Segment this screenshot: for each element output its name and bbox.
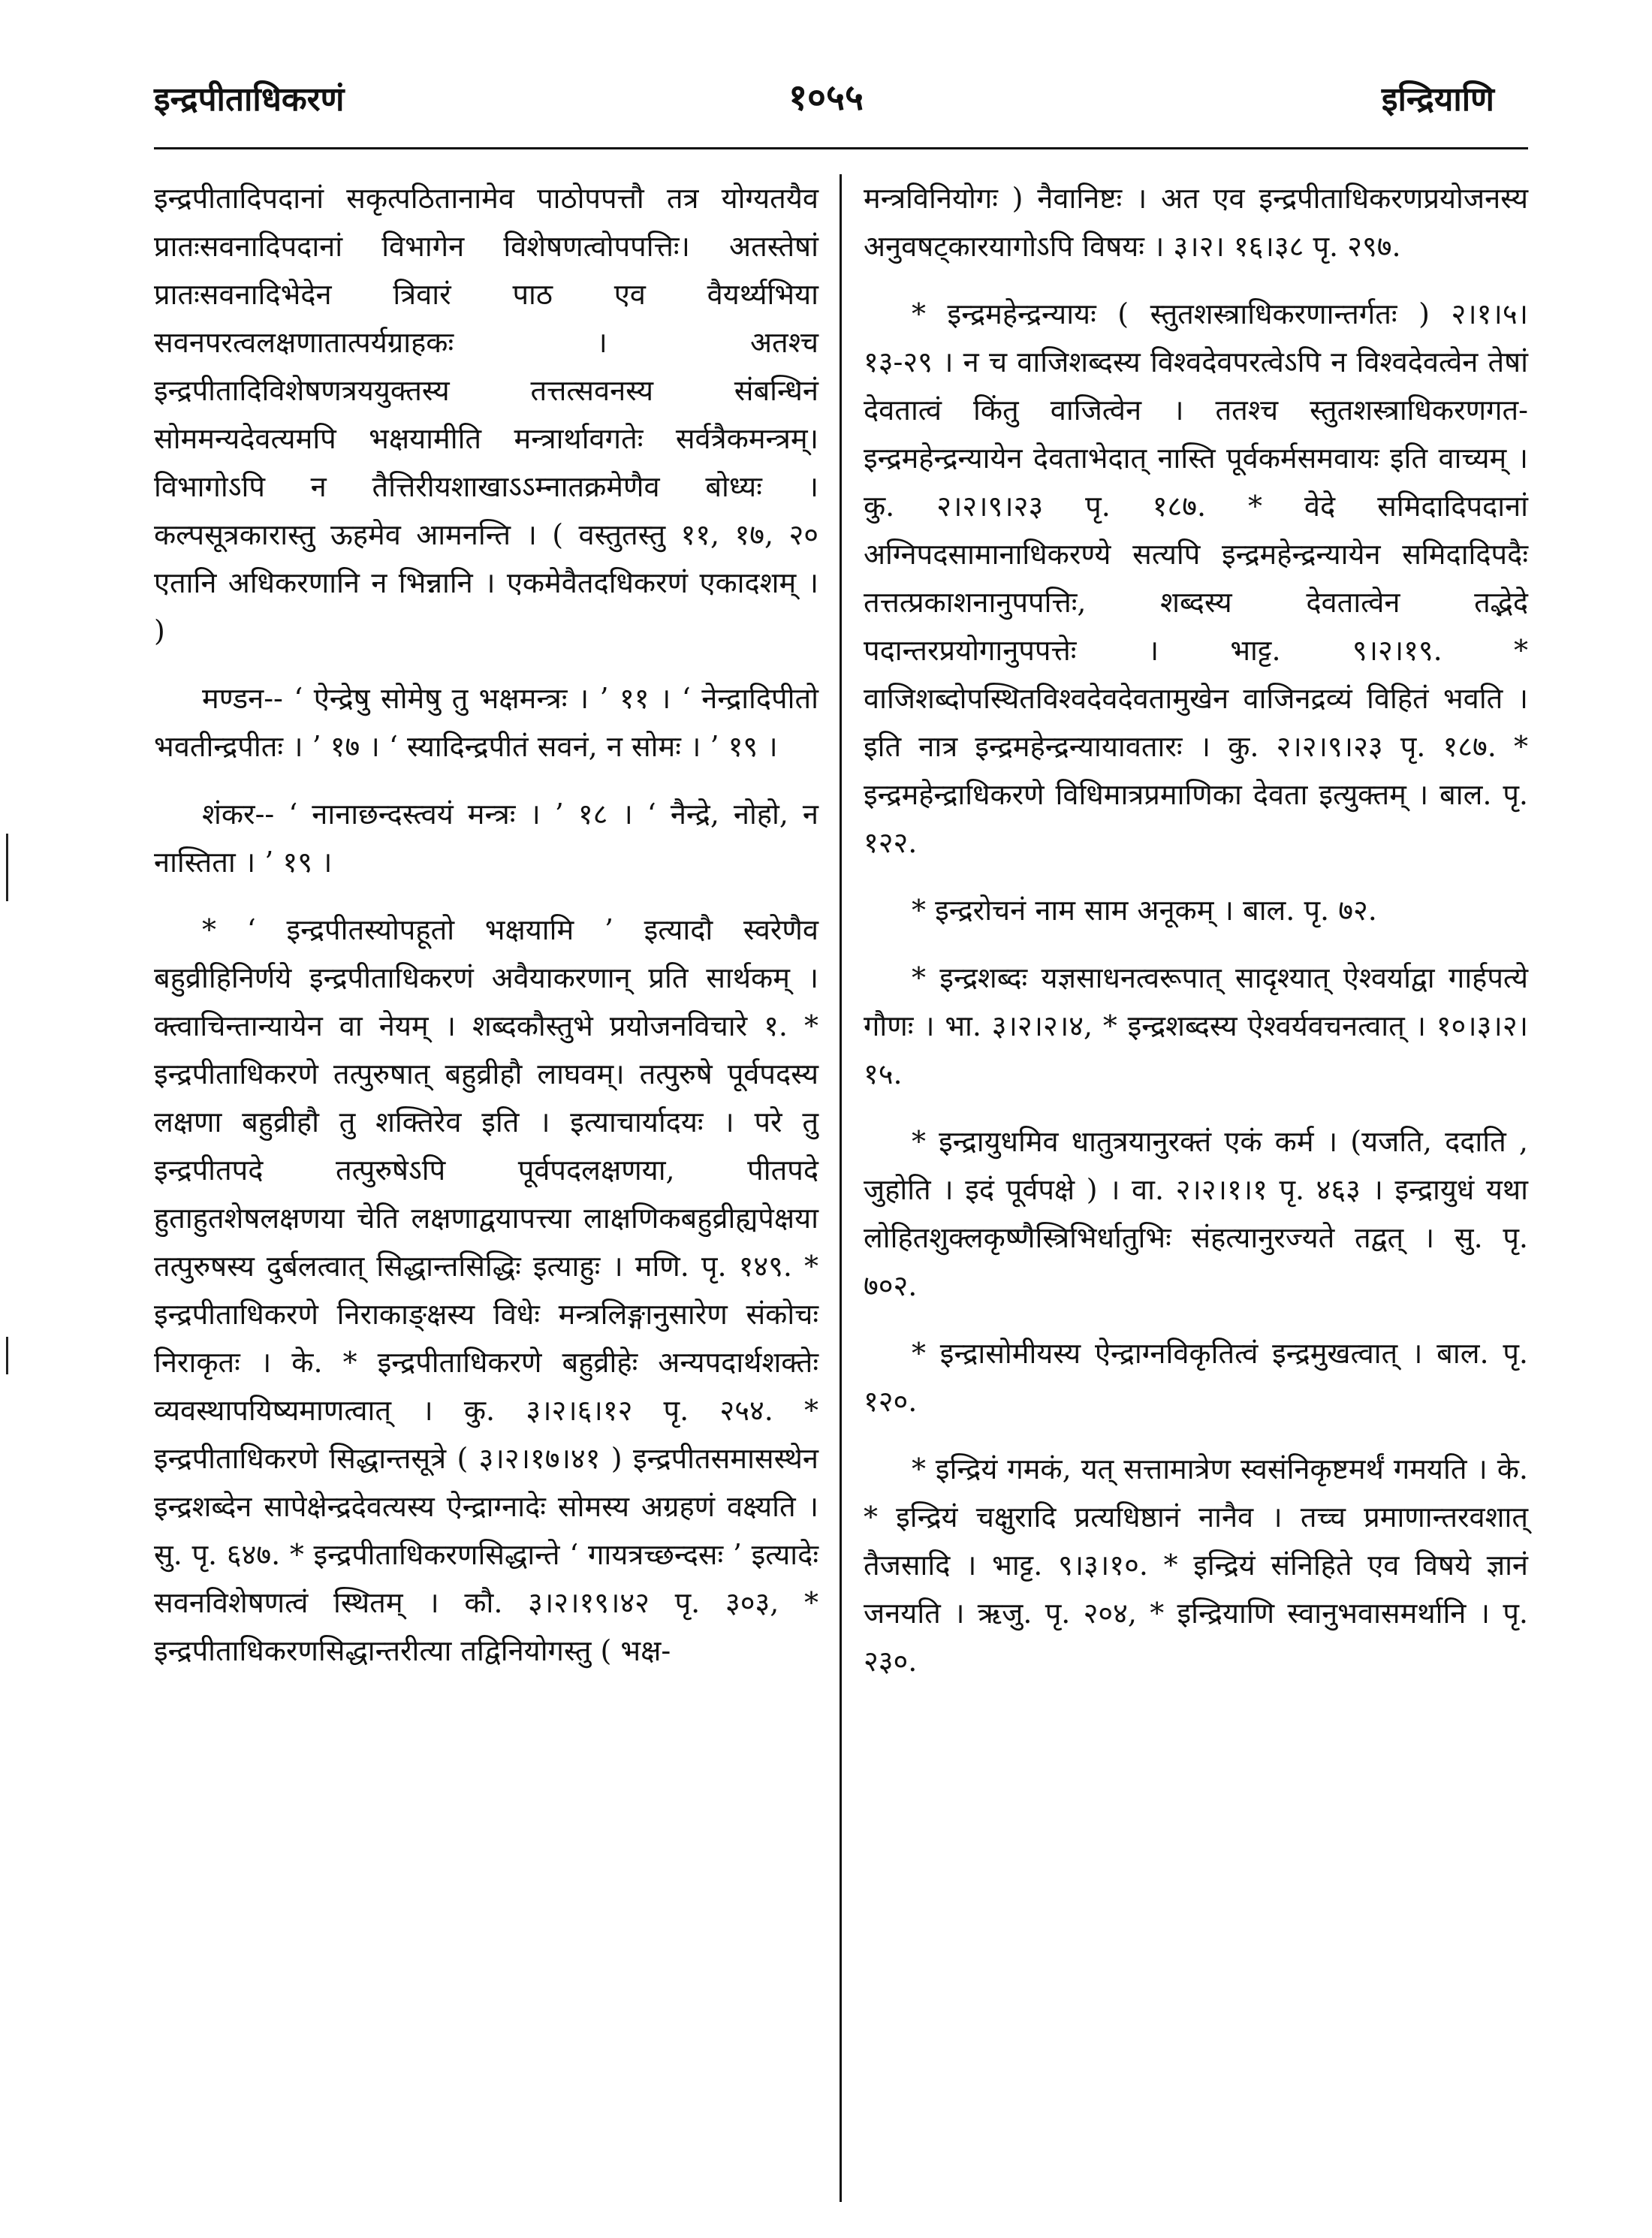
entry-paragraph: * इन्द्रासोमीयस्य ऐन्द्राग्नविकृतित्वं इन्द्रमुखत्वात् । बाल. पृ. १२०. [864,1337,1528,1418]
entry-paragraph: * इन्द्रियं गमकं, यत् सत्तामात्रेण स्वसंनिकृष्टमर्थं गमयति । के. * इन्द्रियं चक्षुरादि प्रत्यधिष्ठानं नानैव । तच्च प्रमाणान्तरवशात् तैजसादि । भाट्ट. ९।३।१०. * इन्द्रियं संनिहिते एव विषये ज्ञानं जनयति । ऋजु. पृ. २०४, * इन्द्रियाणि स्वानुभवासमर्थानि । पृ. २३०. [864,1452,1528,1678]
entry-paragraph: * ‘ इन्द्रपीतस्योपहूतो भक्षयामि ’ इत्यादौ स्वरेणैव बहुव्रीहिनिर्णये इन्द्रपीताधिकरणं अवैयाकरणान् प्रति सार्थकम् । क्त्वाचिन्तान्यायेन वा नेयम् । शब्दकौस्तुभे प्रयोजनविचारे १. * इन्द्रपीताधिकरणे तत्पुरुषात् बहुव्रीहौ लाघवम्। तत्पुरुषे पूर्वपदस्य लक्षणा बहुव्रीहौ तु शक्तिरेव इति । इत्याचार्यादयः । परे तु इन्द्रपीतपदे तत्पुरुषेऽपि पूर्वपदलक्षणया, पीतपदे हुताहुतशेषलक्षणया चेति लक्षणाद्वयापत्त्या लाक्षणिकबहुव्रीह्यपेक्षया तत्पुरुषस्य दुर्बलत्वात् सिद्धान्तसिद्धिः इत्याहुः । मणि. पृ. १४९. * इन्द्रपीताधिकरणे निराकाङ्क्षस्य विधेः मन्त्रलिङ्गानुसारेण संकोचः निराकृतः । के. * इन्द्रपीताधिकरणे बहुव्रीहेः अन्यपदार्थशक्तेः व्यवस्थापयिष्यमाणत्वात् । कु. ३।२।६।१२ पृ. २५४. * इन्द्रपीताधिकरणे सिद्धान्तसूत्रे ( ३।२।१७।४१ ) इन्द्रपीतसमासस्थेन इन्द्रशब्देन सापेक्षेन्द्रदेवत्यस्य ऐन्द्राग्नादेः सोमस्य अग्रहणं वक्ष्यति । सु. पृ. ६४७. * इन्द्रपीताधिकरणसिद्धान्ते ‘ गायत्रच्छन्दसः ’ इत्यादेः सवनविशेषणत्वं स्थितम् । कौ. ३।२।१९।४२ पृ. ३०३, * इन्द्रपीताधिकरणसिद्धान्तरीत्या तद्विनियोगस्तु ( भक्ष- [154,913,818,1667]
entry-paragraph: मन्त्रविनियोगः ) नैवानिष्टः । अत एव इन्द्रपीताधिकरणप्रयोजनस्य अनुवषट्कारयागोऽपि विषयः । ३।२। १६।३८ पृ. २९७. [864,182,1528,263]
column-divider [840,174,842,2202]
entry-paragraph: शंकर-- ‘ नानाछन्दस्त्वयं मन्त्रः । ’ १८ । ‘ नैन्द्रे, नोहो, न नास्तिता । ’ १९ । [154,798,818,879]
right-column [864,174,1528,1705]
entry-paragraph: * इन्द्रशब्दः यज्ञसाधनत्वरूपात् सादृश्यात् ऐश्वर्याद्वा गार्हपत्ये गौणः । भा. ३।२।२।४, * इन्द्रशब्दस्य ऐश्वर्यवचनत्वात् । १०।३।२।१५. [864,961,1528,1090]
entry-paragraph: * इन्द्रायुधमिव धातुत्रयानुरक्तं एकं कर्म । (यजति, ददाति , जुहोति । इदं पूर्वपक्षे ) । वा. २।२।१।१ पृ. ४६३ । इन्द्रायुधं यथा लोहितशुक्लकृष्णैस्त्रिभिर्धातुभिः संहत्यानुरज्यते तद्वत् । सु. पृ. ७०२. [864,1125,1528,1302]
page-number: १०५५ [788,77,864,119]
margin-mark [6,1337,8,1374]
entry-paragraph: * इन्द्रमहेन्द्रन्यायः ( स्तुतशस्त्राधिकरणान्तर्गतः ) २।१।५।१३-२९ । न च वाजिशब्दस्य विश्वदेवपरत्वेऽपि न विश्वदेवत्वेन तेषां देवतात्वं किंतु वाजित्वेन । ततश्च स्तुतशस्त्राधिकरणगत-इन्द्रमहेन्द्रन्यायेन देवताभेदात् नास्ति पूर्वकर्मसमवायः इति वाच्यम् । कु. २।२।९।२३ पृ. १८७. * वेदे समिदादिपदानां अग्निपदसामानाधिकरण्ये सत्यपि इन्द्रमहेन्द्रन्यायेन समिदादिपदैः तत्तत्प्रकाशनानुपपत्तिः, शब्दस्य देवतात्वेन तद्भेदे पदान्तरप्रयोगानुपपत्तेः । भाट्ट. ९।२।१९. * वाजिशब्दोपस्थितविश्वदेवदेवतामुखेन वाजिनद्रव्यं विहितं भवति । इति नात्र इन्द्रमहेन्द्रन्यायावतारः । कु. २।२।९।२३ पृ. १८७. * इन्द्रमहेन्द्राधिकरणे विधिमात्रप्रमाणिका देवता इत्युक्तम् । बाल. पृ. १२२. [864,297,1528,859]
running-head-right: इन्द्रियाणि [1381,80,1494,119]
entry-paragraph: इन्द्रपीतादिपदानां सकृत्पठितानामेव पाठोपपत्तौ तत्र योग्यतयैव प्रातःसवनादिपदानां विभागेन विशेषणत्वोपपत्तिः। अतस्तेषां प्रातःसवनादिभेदेन त्रिवारं पाठ एव वैयर्थ्यभिया सवनपरत्वलक्षणातात्पर्यग्राहकः । अतश्च इन्द्रपीतादिविशेषणत्रययुक्तस्य तत्तत्सवनस्य संबन्धिनं सोममन्यदेवत्यमपि भक्षयामीति मन्त्रार्थावगतेः सर्वत्रैकमन्त्रम्। विभागोऽपि न तैत्तिरीयशाखाऽऽम्नातक्रमेणैव बोध्यः । कल्पसूत्रकारास्तु ऊहमेव आमनन्ति । ( वस्तुतस्तु ११, १७, २० एतानि अधिकरणानि न भिन्नानि । एकमेवैतदधिकरणं एकादशम् । ) [154,182,818,647]
header-rule [154,147,1528,149]
entry-paragraph: * इन्द्ररोचनं नाम साम अनूकम् । बाल. पृ. ७२. [912,894,1377,927]
left-column [154,174,818,1694]
margin-mark [6,834,8,901]
entry-paragraph: मण्डन-- ‘ ऐन्द्रेषु सोमेषु तु भक्षमन्त्रः । ’ ११ । ‘ नेन्द्रादिपीतो भवतीन्द्रपीतः । ’ १७ । ‘ स्यादिन्द्रपीतं सवनं, न सोमः । ’ १९ । [154,682,818,763]
running-head-left: इन्द्रपीताधिकरणं [154,80,345,119]
